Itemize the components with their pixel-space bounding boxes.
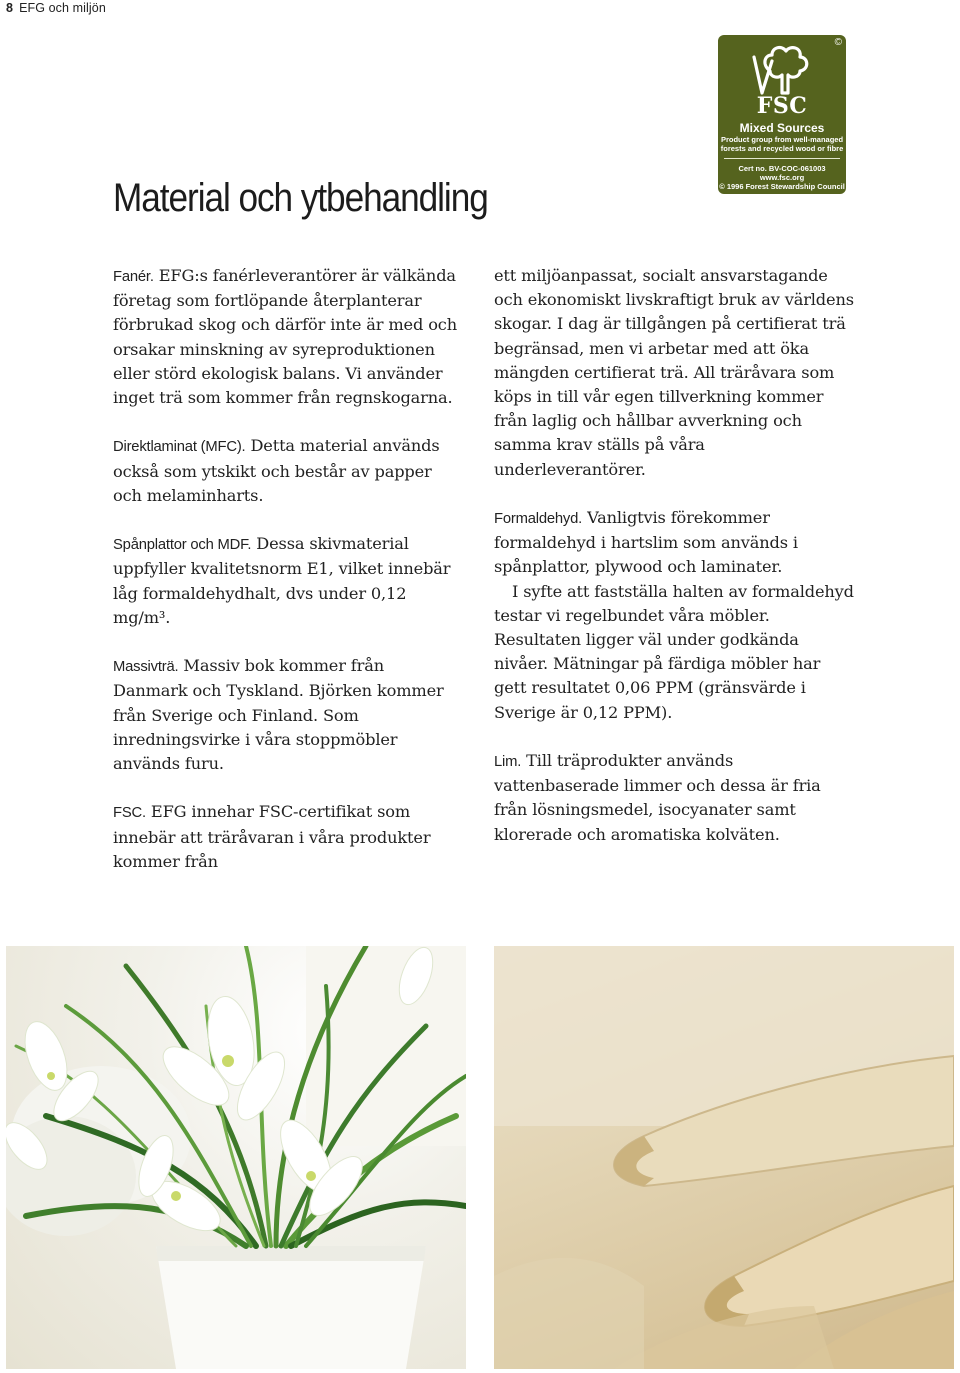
paragraph-formaldehyd [494, 506, 854, 580]
page-number: 8 [6, 1, 14, 15]
page-header [6, 1, 106, 15]
paragraph-spanplattor [113, 532, 463, 630]
fsc-cert-block [718, 164, 846, 191]
fsc-divider [724, 158, 840, 159]
text-lim: Till träprodukter används vattenbaserade limmer och dessa är fria från lösningsmedel, isocyanater samt klorerade och aromatiska kolväten. [494, 751, 821, 844]
flower-photo [6, 946, 466, 1369]
left-column [113, 264, 463, 874]
text-spanplattor: Dessa skivmaterial uppfyller kvalitetsnorm E1, vilket innebär låg formaldehydhalt, dvs under 0,12 mg/m³. [113, 534, 451, 627]
paragraph-fsc-continued: ett miljöanpassat, socialt ansvarstagande och ekonomiskt livskraftigt bruk av världens skogar. I dag är tillgången på certifierat trä begränsad, men vi arbetar med att öka mängden certifierat trä. All träråvara som köps in till vår egen tillverkning kommer från laglig och hållbar avverkning och samma krav ställs på våra underleverantörer. [494, 266, 854, 479]
fsc-label: Mixed Sources [739, 121, 825, 135]
fsc-logo [718, 35, 846, 194]
flower-illustration [6, 946, 466, 1369]
heading-faner: Fanér. [113, 269, 154, 285]
text-fsc: EFG innehar FSC-certifikat som innebär att träråvaran i våra produkter kommer från [113, 802, 431, 871]
heading-direktlaminat: Direktlaminat (MFC). [113, 439, 246, 456]
fsc-cert-no: Cert no. BV-COC-061003 [738, 164, 826, 173]
paragraph-direktlaminat [113, 434, 463, 508]
fsc-brand: FSC [756, 93, 808, 119]
fsc-trademark: © [834, 37, 842, 48]
paragraph-massivtra [113, 654, 463, 776]
paragraph-formaldehyd-2: I syfte att fastställa halten av formaldehyd testar vi regelbundet våra möbler. Resultaten ligger väl under godkända nivåer. Mätningar på färdiga möbler har gett resultatet 0,06 PPM (gränsvärde i Sverige är 0,12 PPM). [494, 581, 854, 722]
text-direktlaminat: Detta material används också som ytskikt och består av papper och melaminharts. [113, 436, 440, 505]
heading-fsc: FSC. [113, 805, 146, 822]
right-column [494, 264, 854, 847]
fsc-description: Product group from well-managed forests and recycled wood or fibre [720, 135, 844, 153]
fsc-copyright: © 1996 Forest Stewardship Council [719, 182, 845, 191]
heading-massivtra: Massivträ. [113, 659, 179, 676]
text-massivtra: Massiv bok kommer från Danmark och Tyskland. Björken kommer från Sverige och Finland. Som inredningsvirke i våra stoppmöbler används furu. [113, 656, 444, 774]
fsc-tree-icon [748, 41, 816, 101]
paragraph-lim [494, 749, 854, 847]
paragraph-faner [113, 264, 463, 410]
wood-illustration [494, 946, 954, 1369]
paragraph-fsc [113, 800, 463, 874]
heading-spanplattor: Spånplattor och MDF. [113, 537, 252, 554]
section-name: EFG och miljön [19, 1, 106, 15]
page-title: Material och ytbehandling [113, 176, 488, 220]
text-formaldehyd: Vanligtvis förekommer formaldehyd i hartslim som används i spånplattor, plywood och laminater. [494, 508, 798, 577]
heading-formaldehyd: Formaldehyd. [494, 511, 583, 528]
wood-furniture-photo [494, 946, 954, 1369]
heading-lim: Lim. [494, 754, 522, 771]
fsc-url: www.fsc.org [759, 173, 805, 182]
text-faner: EFG:s fanérleverantörer är välkända företag som fortlöpande återplanterar förbrukad skog och därför inte är med och orsakar minskning av syreproduktionen eller störd ekologisk balans. Vi använder inget trä som kommer från regnskogarna. [113, 266, 457, 408]
